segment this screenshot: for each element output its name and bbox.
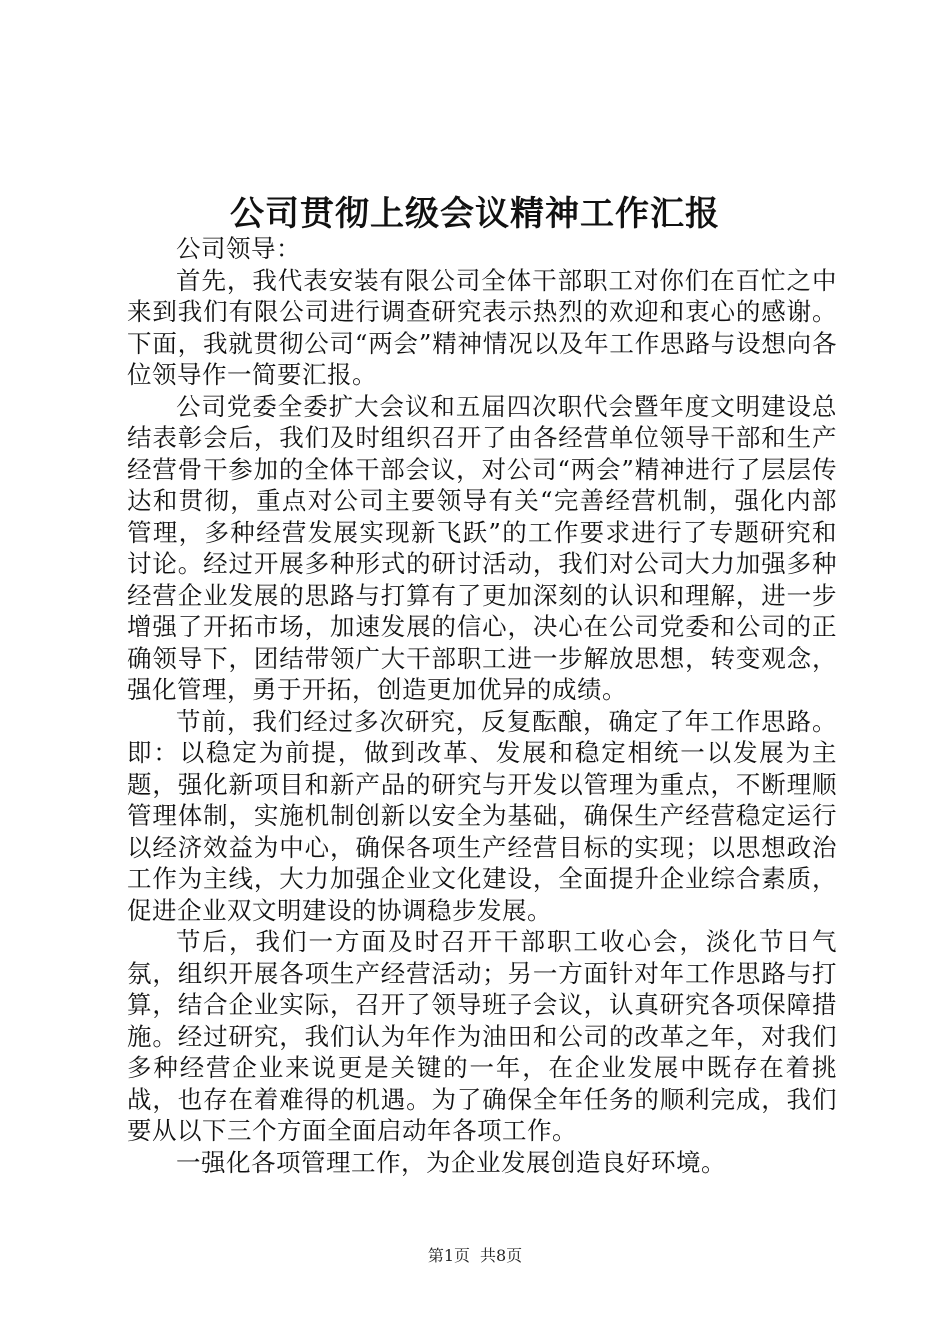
page-footer — [0, 1243, 950, 1266]
document-body — [127, 233, 837, 1178]
paragraph-2: 公司党委全委扩大会议和五届四次职代会暨年度文明建设总结表彰会后，我们及时组织召开了由各经营单位领导干部和生产经营骨干参加的全体干部会议，对公司“两会”精神进行了层层传达和贯彻，重点对公司主要领导有关“完善经营机制，强化内部管理，多种经营发展实现新飞跃”的工作要求进行了专题研究和讨论。经过开展多种形式的研讨活动，我们对公司大力加强多种经营企业发展的思路与打算有了更加深刻的认识和理解，进一步增强了开拓市场，加速发展的信心，决心在公司党委和公司的正确领导下，团结带领广大干部职工进一步解放思想，转变观念，强化管理，勇于开拓，创造更加优异的成绩。 — [127, 391, 837, 704]
paragraph-4: 节后，我们一方面及时召开干部职工收心会，淡化节日气氛，组织开展各项生产经营活动；另一方面针对年工作思路与打算，结合企业实际，召开了领导班子会议，认真研究各项保障措施。经过研究，我们认为年作为油田和公司的改革之年，对我们多种经营企业来说更是关键的一年，在企业发展中既存在着挑战，也存在着难得的机遇。为了确保全年任务的顺利完成，我们要从以下三个方面全面启动年各项工作。 — [127, 927, 837, 1145]
salutation: 公司领导： — [176, 234, 301, 263]
paragraph-3: 节前，我们经过多次研究，反复酝酿，确定了年工作思路。即：以稳定为前提，做到改革、发展和稳定相统一以发展为主题，强化新项目和新产品的研究与开发以管理为重点，不断理顺管理体制，实施机制创新以安全为基础，确保生产经营稳定运行以经济效益为中心，确保各项生产经营目标的实现；以思想政治工作为主线，大力加强企业文化建设，全面提升企业综合素质，促进企业双文明建设的协调稳步发展。 — [127, 706, 837, 925]
page-number: 第1页 — [427, 1246, 470, 1265]
paragraph-5: 一强化各项管理工作，为企业发展创造良好环境。 — [176, 1147, 726, 1177]
paragraph-1: 首先，我代表安装有限公司全体干部职工对你们在百忙之中来到我们有限公司进行调查研究表示热烈的欢迎和衷心的感谢。下面，我就贯彻公司“两会”精神情况以及年工作思路与设想向各位领导作一简要汇报。 — [127, 265, 837, 389]
page-total: 共8页 — [480, 1246, 523, 1265]
document-title: 公司贯彻上级会议精神工作汇报 — [230, 194, 720, 234]
